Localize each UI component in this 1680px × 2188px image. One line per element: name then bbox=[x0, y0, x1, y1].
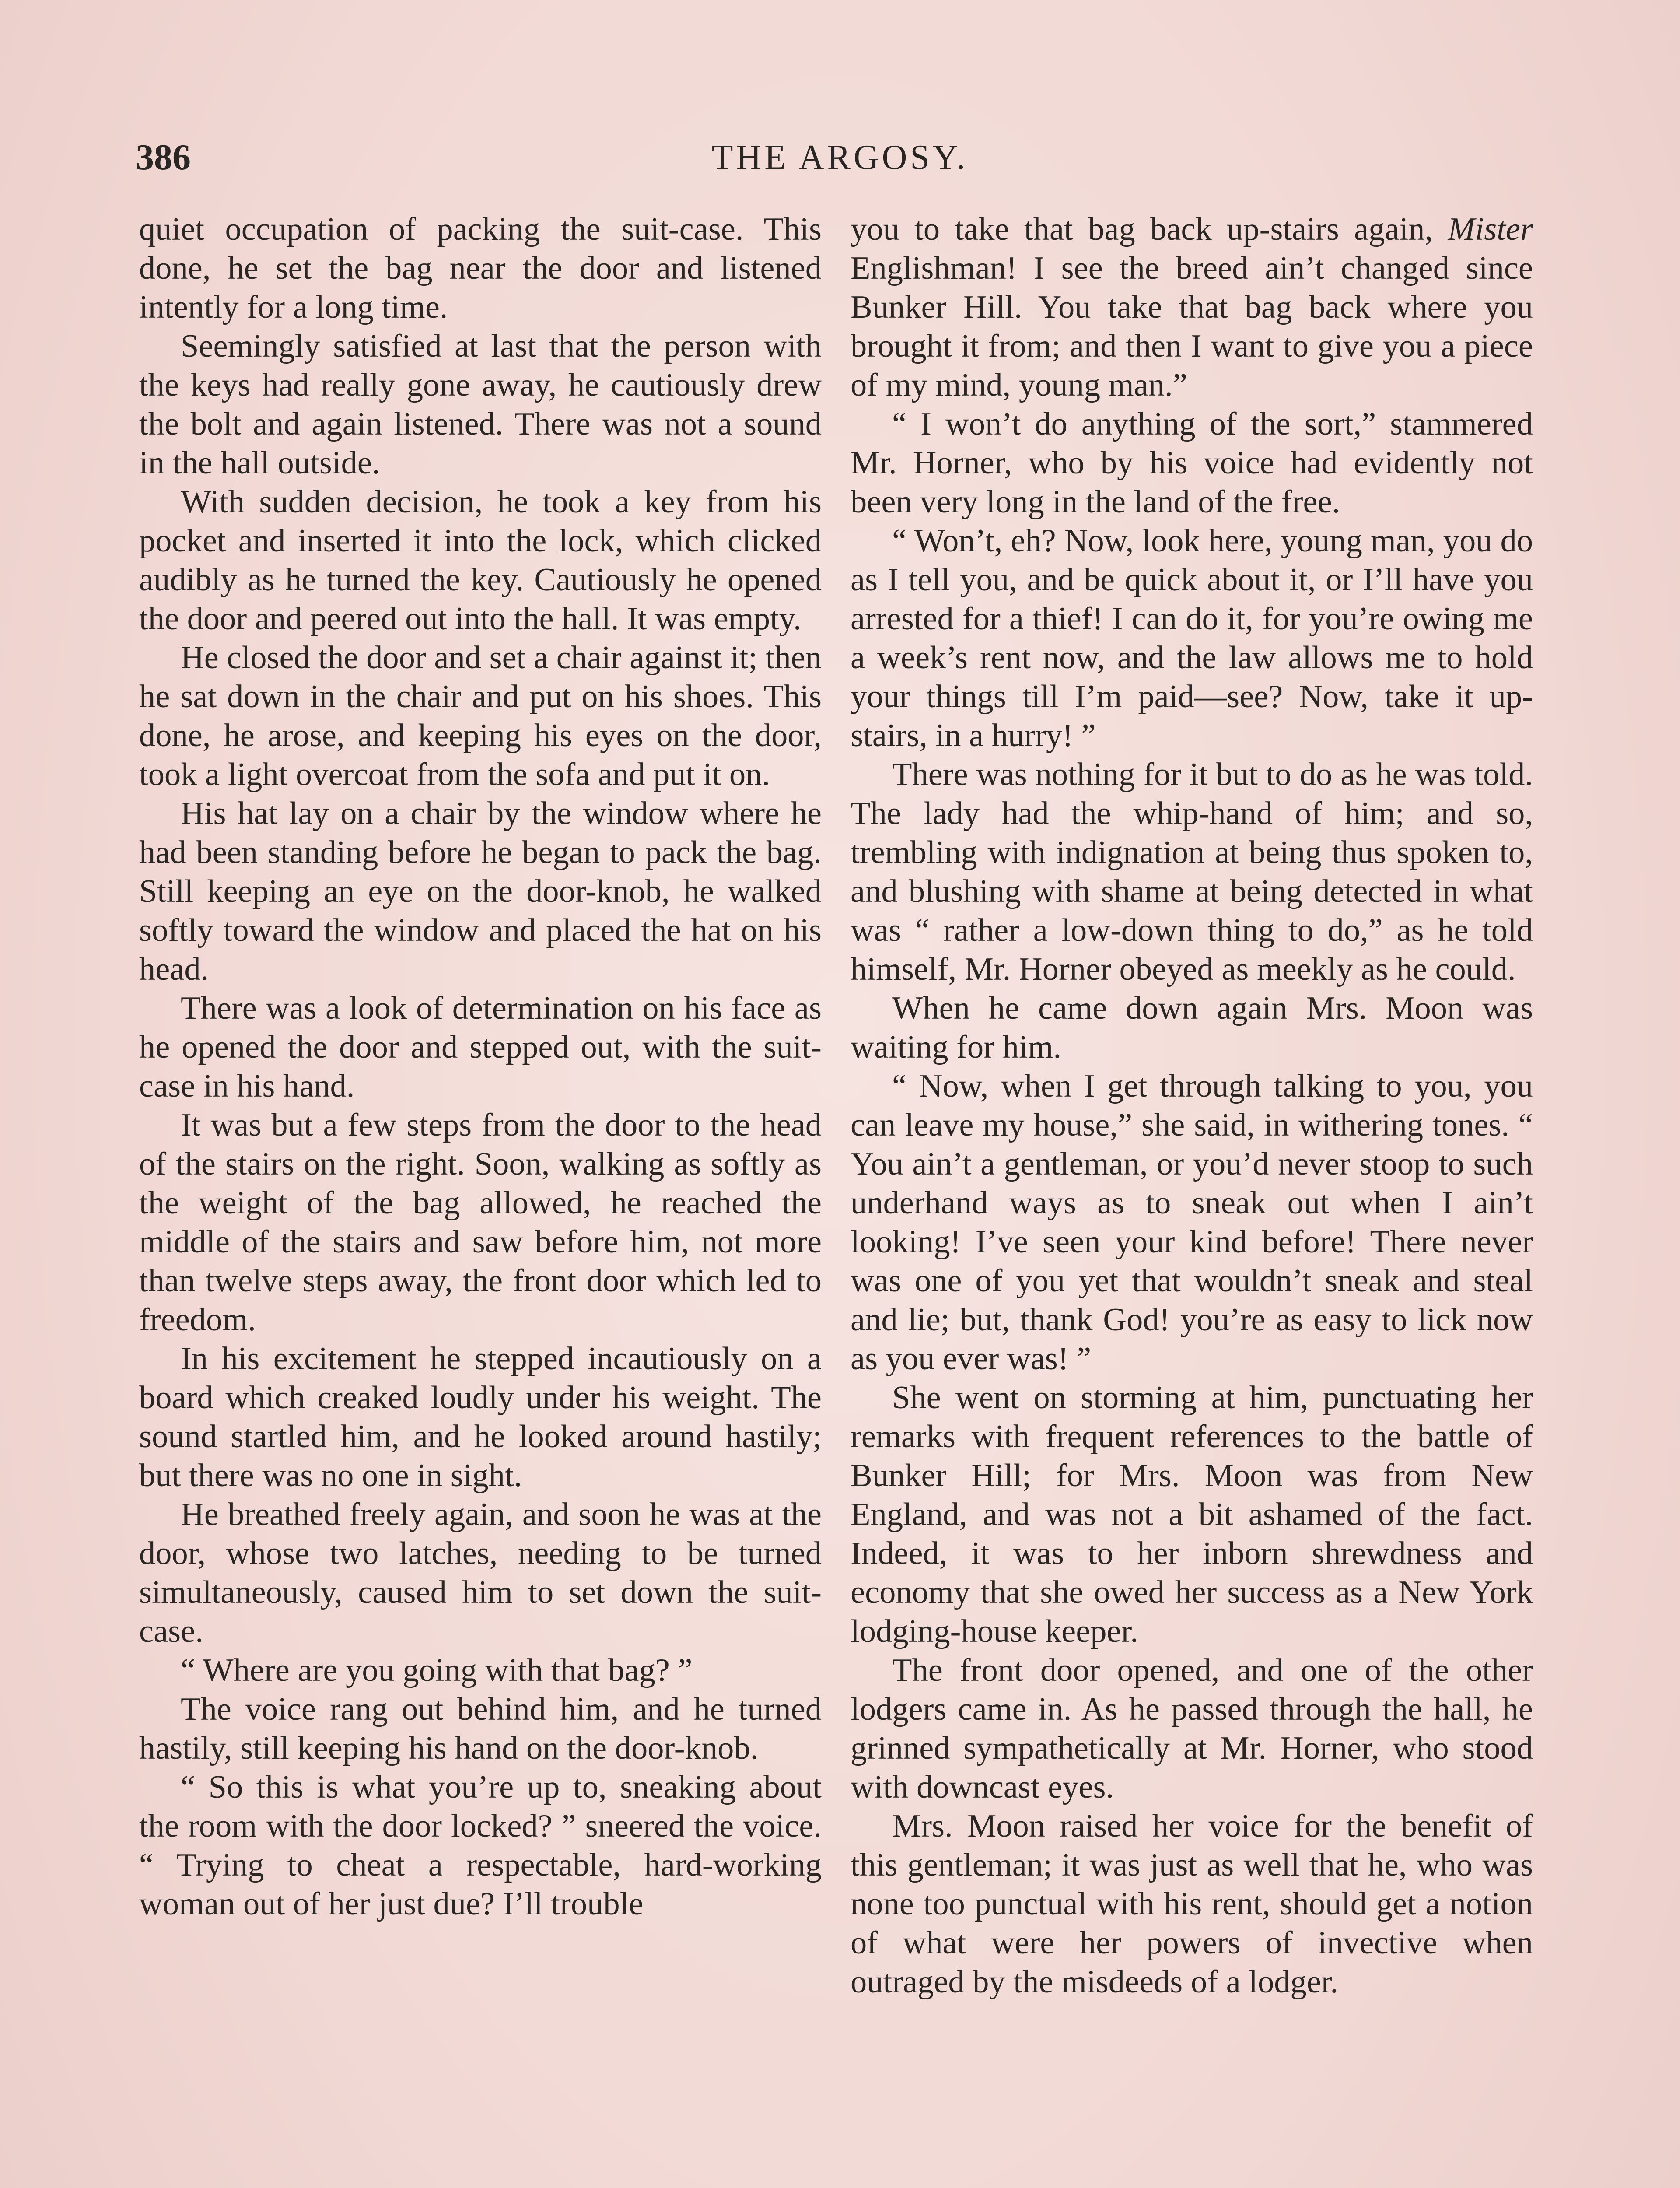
running-title: THE ARGOSY. bbox=[711, 138, 969, 177]
paragraph-text: “ I won’t do anything of the sort,” stammered Mr. Horner, who by his voice had evidently not been very long in the land of the free. bbox=[850, 406, 1533, 520]
right-text-column bbox=[850, 210, 1533, 2002]
paragraph-text: There was nothing for it but to do as he was told. The lady had the whip-hand of him; and so, trembling with indignation at being thus spoken to, and blushing with shame at being detected in what was “ rather a low-down thing to do,” as he told himself, Mr. Horner obeyed as meekly as he could. bbox=[850, 757, 1533, 987]
page-number: 386 bbox=[136, 137, 191, 178]
paragraph-text: “ Won’t, eh? Now, look here, young man, you do as I tell you, and be quick about it, or I’ll have you arrested for a thief! I can do it, for you’re owing me a week’s rent now, and the law allows me to hold your things till I’m paid—see? Now, take it up-stairs, in a hurry! ” bbox=[850, 523, 1533, 754]
paragraph bbox=[850, 1651, 1533, 1807]
paragraph: He closed the door and set a chair against it; then he sat down in the chair and put on his shoes. This done, he arose, and keeping his eyes on the door, took a light overcoat from the sofa and put it on. bbox=[139, 640, 822, 792]
paragraph-text: “ Now, when I get through talking to you, you can leave my house,” she said, in withering tones. “ You ain’t a gentleman, or you’d never stoop to such underhand ways as to sneak out when I ain’t looking! I’ve seen your kind before! There never was one of you yet that wouldn’t sneak and steal and lie; but, thank God! you’re as easy to lick now as you ever was! ” bbox=[850, 1068, 1533, 1377]
paragraph bbox=[850, 522, 1533, 755]
paragraph-text: Englishman! I see the breed ain’t changed since Bunker Hill. You take that bag back where you brought it from; and then I want to give you a piece of my mind, young man.” bbox=[850, 250, 1533, 403]
paragraph: “ So this is what you’re up to, sneaking about the room with the door locked? ” sneered the voice. “ Trying to cheat a respectable, hard-working woman out of her just due? I’ll trouble bbox=[139, 1769, 822, 1922]
paragraph: quiet occupation of packing the suit-case. This done, he set the bag near the door and listened intently for a long time. bbox=[139, 211, 822, 325]
paragraph: With sudden decision, he took a key from his pocket and inserted it into the lock, which clicked audibly as he turned the key. Cautiously he opened the door and peered out into the hall. It was empty. bbox=[139, 484, 822, 637]
paragraph: There was a look of determination on his face as he opened the door and stepped out, with the suit-case in his hand. bbox=[139, 990, 822, 1104]
paragraph: “ Where are you going with that bag? ” bbox=[181, 1652, 693, 1688]
paragraph: In his excitement he stepped incautiously on a board which creaked loudly under his weight. The sound startled him, and he looked around hastily; but there was no one in sight. bbox=[139, 1341, 822, 1494]
paragraph: His hat lay on a chair by the window where he had been standing before he began to pack the bag. Still keeping an eye on the door-knob, he walked softly toward the window and placed the hat on his head. bbox=[139, 796, 822, 987]
paragraph: The voice rang out behind him, and he turned hastily, still keeping his hand on the door-knob. bbox=[139, 1691, 822, 1766]
paragraph-text: The front door opened, and one of the other lodgers came in. As he passed through the hall, he grinned sympathetically at Mr. Horner, who stood with downcast eyes. bbox=[850, 1652, 1533, 1805]
paragraph: He breathed freely again, and soon he was at the door, whose two latches, needing to be turned simultaneously, caused him to set down the suit-case. bbox=[139, 1497, 822, 1649]
page-header bbox=[136, 131, 1544, 184]
paragraph bbox=[850, 755, 1533, 989]
paragraph: Seemingly satisfied at last that the person with the keys had really gone away, he cautiously drew the bolt and again listened. There was not a sound in the hall outside. bbox=[139, 328, 822, 481]
paragraph-text: When he came down again Mrs. Moon was waiting for him. bbox=[850, 990, 1533, 1065]
paragraph-text: you to take that bag back up-stairs again, bbox=[850, 211, 1448, 247]
paragraph bbox=[850, 210, 1533, 405]
paragraph-text: Mrs. Moon raised her voice for the benefit of this gentleman; it was just as well that he, who was none too punctual with his rent, should get a notion of what were her powers of invective when outraged by the misdeeds of a lodger. bbox=[850, 1808, 1533, 2000]
paragraph bbox=[850, 1067, 1533, 1378]
paragraph bbox=[850, 989, 1533, 1067]
left-text-column bbox=[139, 210, 822, 1924]
paragraph bbox=[850, 1378, 1533, 1651]
paragraph: It was but a few steps from the door to the head of the stairs on the right. Soon, walking as softly as the weight of the bag allowed, he reached the middle of the stairs and saw before him, not more than twelve steps away, the front door which led to freedom. bbox=[139, 1107, 822, 1338]
paragraph bbox=[850, 405, 1533, 522]
paragraph bbox=[850, 1807, 1533, 2002]
paragraph-text: She went on storming at him, punctuating her remarks with frequent references to the battle of Bunker Hill; for Mrs. Moon was from New England, and was not a bit ashamed of the fact. Indeed, it was to her inborn shrewdness and economy that she owed her success as a New York lodging-house keeper. bbox=[850, 1380, 1533, 1649]
italic-text: Mister bbox=[1448, 211, 1533, 247]
